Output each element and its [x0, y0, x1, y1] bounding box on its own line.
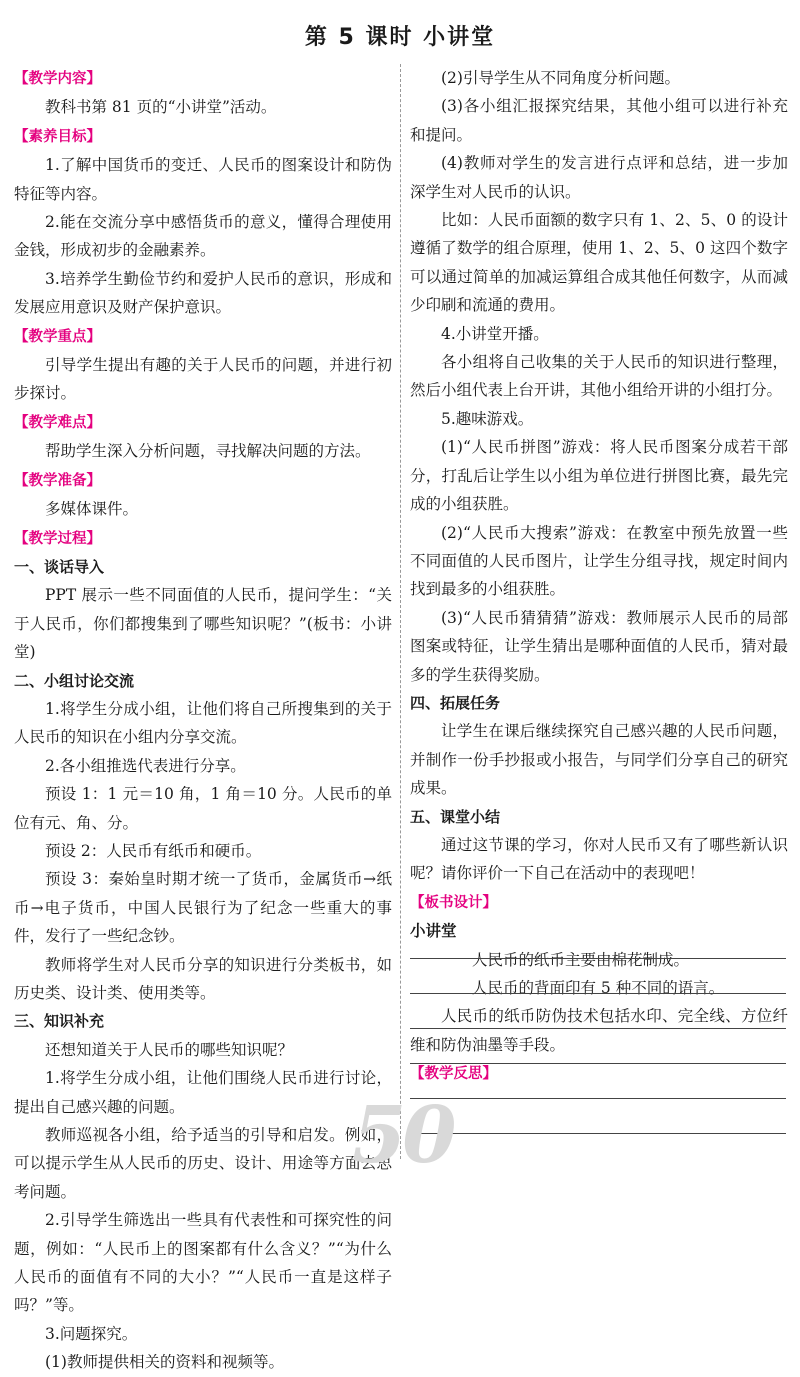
section-4-text: 让学生在课后继续探究自己感兴趣的人民币问题，并制作一份手抄报或小报告，与同学们分享自己的研究成果。 [410, 722, 788, 798]
section-2-p4: 预设 2：人民币有纸币和硬币。 [45, 841, 262, 860]
section-2-p2: 2.各小组推选代表进行分享。 [45, 756, 246, 775]
writing-line [410, 1099, 786, 1134]
goal-1: 1.了解中国货币的变迁、人民币的图案设计和防伪特征等内容。 [14, 156, 392, 203]
right-p10: (3)“人民币猜猜猜”游戏：教师展示人民币的局部图案或特征，让学生猜出是哪种面值的人民币，猜对最多的学生获得奖励。 [410, 608, 788, 684]
section-2-p1: 1.将学生分成小组，让他们将自己所搜集到的关于人民币的知识在小组内分享交流。 [14, 699, 392, 747]
section-1-title: 一、谈话导入 [14, 557, 105, 576]
section-2-p6: 教师将学生对人民币分享的知识进行分类板书，如历史类、设计类、使用类等。 [14, 955, 392, 1002]
section-3-p6: (1)教师提供相关的资料和视频等。 [45, 1353, 284, 1372]
key-text: 引导学生提出有趣的关于人民币的问题，并进行初步探讨。 [14, 356, 392, 403]
writing-line [410, 1029, 786, 1064]
section-3-p1: 还想知道关于人民币的哪些知识呢？ [45, 1040, 294, 1059]
reflection-lines [410, 924, 786, 1134]
content-text: 教科书第 81 页的“小讲堂”活动。 [45, 98, 277, 117]
writing-line [410, 959, 786, 994]
goals-tag: 【素养目标】 [14, 128, 101, 145]
process-tag: 【教学过程】 [14, 530, 101, 547]
section-3-p4: 2.引导学生筛选出一些具有代表性和可探究性的问题，例如：“人民币上的图案都有什么含义？”“为什么人民币的面值有不同的大小？”“人民币一直是这样子吗？”等。 [14, 1211, 392, 1315]
section-2-p3: 预设 1：1 元＝10 角，1 角＝10 分。人民币的单位有元、角、分。 [14, 785, 392, 832]
column-divider [400, 64, 401, 1159]
right-p9: (2)“人民币大搜索”游戏：在教室中预先放置一些不同面值的人民币图片，让学生分组寻找，规定时间内找到最多的小组获胜。 [410, 523, 788, 599]
section-3-p3: 教师巡视各小组，给予适当的引导和启发。例如，可以提示学生从人民币的历史、设计、用途等方面去思考问题。 [14, 1126, 392, 1201]
board-title: 小讲堂 [410, 922, 457, 941]
right-p3: (4)教师对学生的发言进行点评和总结，进一步加深学生对人民币的认识。 [410, 154, 788, 201]
right-p5: 4.小讲堂开播。 [441, 324, 549, 343]
prep-tag: 【教学准备】 [14, 472, 101, 489]
page-number: 50 [352, 1090, 453, 1181]
right-p7: 5.趣味游戏。 [441, 409, 534, 428]
section-3-title: 三、知识补充 [14, 1012, 105, 1031]
writing-line [410, 1064, 786, 1099]
section-3-p5: 3.问题探究。 [45, 1324, 138, 1343]
page-title: 第 5 课时 小讲堂 [304, 25, 496, 50]
board-line-2: 人民币的背面印有 5 种不同的语言。 [472, 979, 725, 997]
difficulty-tag: 【教学难点】 [14, 414, 101, 431]
reflection-tag: 【教学反思】 [410, 1066, 497, 1083]
content-tag: 【教学内容】 [14, 71, 101, 87]
right-p1: (2)引导学生从不同角度分析问题。 [441, 69, 680, 87]
goal-2: 2.能在交流分享中感悟货币的意义，懂得合理使用金钱，形成初步的金融素养。 [14, 213, 392, 260]
left-column [14, 64, 392, 1377]
right-p8: (1)“人民币拼图”游戏：将人民币图案分成若干部分，打乱后让学生以小组为单位进行拼图比赛，最先完成的小组获胜。 [410, 438, 788, 514]
board-line-1: 人民币的纸币主要由棉花制成。 [472, 950, 690, 969]
section-3-p2: 1.将学生分成小组，让他们围绕人民币进行讨论，提出自己感兴趣的问题。 [14, 1069, 392, 1116]
section-4-title: 四、拓展任务 [410, 693, 501, 712]
board-tag: 【板书设计】 [410, 894, 497, 911]
right-p2: (3)各小组汇报探究结果，其他小组可以进行补充和提问。 [410, 97, 788, 144]
right-p4: 比如：人民币面额的数字只有 1、2、5、0 的设计遵循了数学的组合原理，使用 1、2、5、0 这四个数字可以通过简单的加减运算组合成其他任何数字，从而减少印刷和流通的费用。 [410, 211, 788, 315]
right-p6: 各小组将自己收集的关于人民币的知识进行整理，然后小组代表上台开讲，其他小组给开讲的小组打分。 [410, 353, 788, 400]
difficulty-text: 帮助学生深入分析问题，寻找解决问题的方法。 [45, 442, 371, 461]
key-tag: 【教学重点】 [14, 328, 101, 345]
section-2-title: 二、小组讨论交流 [14, 671, 135, 690]
section-2-p5: 预设 3：秦始皇时期才统一了货币，金属货币→纸币→电子货币，中国人民银行为了纪念一些重大的事件，发行了一些纪念钞。 [14, 870, 392, 946]
goal-3: 3.培养学生勤俭节约和爱护人民币的意识，形成和发展应用意识及财产保护意识。 [14, 269, 392, 317]
writing-line [410, 924, 786, 959]
section-1-text: PPT 展示一些不同面值的人民币，提问学生：“关于人民币，你们都搜集到了哪些知识呢？”(板书：小讲堂) [14, 586, 392, 662]
writing-line [410, 994, 786, 1029]
board-line-3: 人民币的纸币防伪技术包括水印、完全线、方位纤维和防伪油墨等手段。 [410, 1007, 788, 1054]
prep-text: 多媒体课件。 [45, 500, 139, 519]
section-5-text: 通过这节课的学习，你对人民币又有了哪些新认识呢？请你评价一下自己在活动中的表现吧！ [410, 835, 788, 883]
section-5-title: 五、课堂小结 [410, 807, 501, 826]
